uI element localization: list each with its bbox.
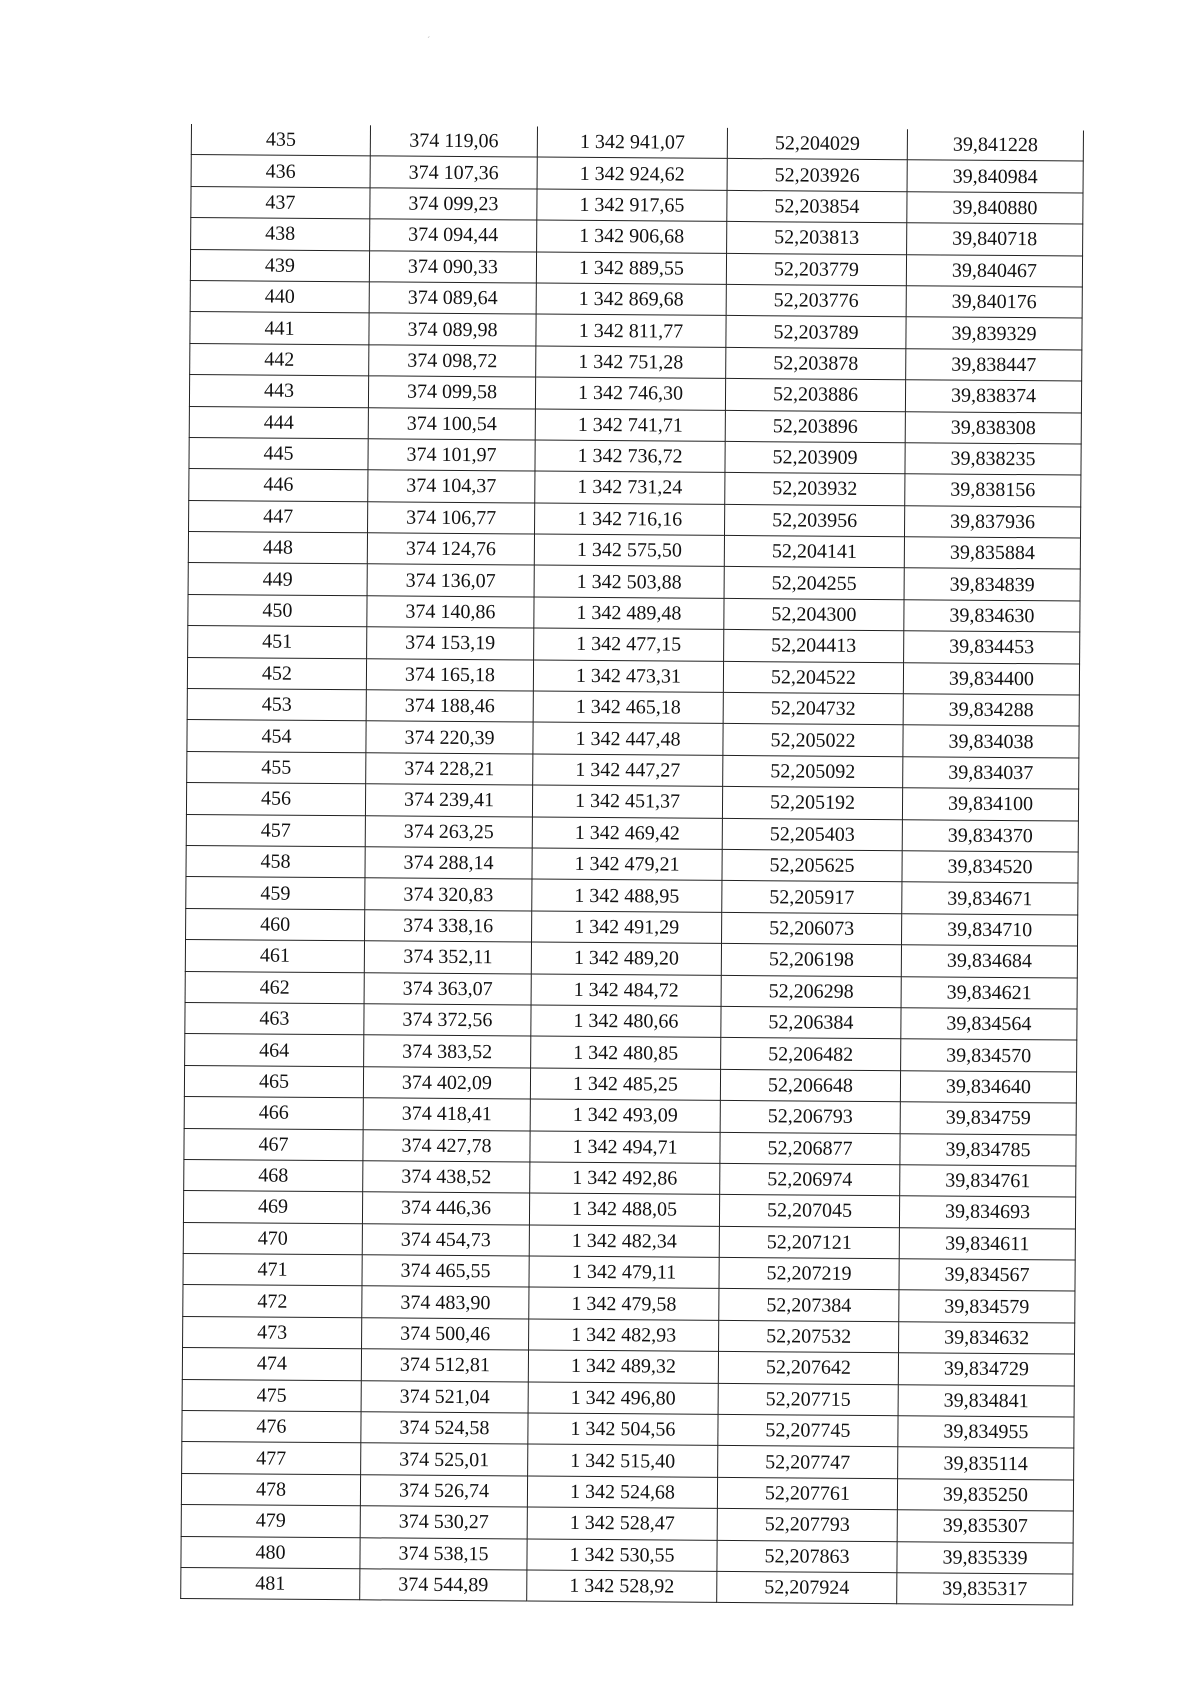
x-coordinate-cell: 374 526,74: [360, 1475, 527, 1508]
y-coordinate-cell: 1 342 515,40: [528, 1444, 718, 1477]
latitude-cell: 52,203886: [725, 379, 905, 412]
latitude-cell: 52,207219: [719, 1257, 899, 1290]
point-number-cell: 442: [190, 343, 369, 376]
y-coordinate-cell: 1 342 482,34: [529, 1225, 719, 1258]
point-number-cell: 450: [188, 594, 367, 627]
x-coordinate-cell: 374 363,07: [364, 972, 531, 1005]
x-coordinate-cell: 374 119,06: [370, 125, 537, 157]
latitude-cell: 52,205022: [723, 724, 903, 757]
y-coordinate-cell: 1 342 451,37: [532, 785, 722, 818]
longitude-cell: 39,840718: [907, 223, 1083, 256]
y-coordinate-cell: 1 342 482,93: [529, 1319, 719, 1352]
y-coordinate-cell: 1 342 746,30: [535, 377, 725, 410]
point-number-cell: 471: [183, 1254, 362, 1287]
point-number-cell: 443: [189, 375, 368, 408]
latitude-cell: 52,205092: [723, 755, 903, 788]
point-number-cell: 452: [187, 657, 366, 690]
y-coordinate-cell: 1 342 575,50: [534, 534, 724, 567]
longitude-cell: 39,834640: [900, 1070, 1076, 1103]
x-coordinate-cell: 374 104,37: [368, 470, 535, 503]
point-number-cell: 454: [187, 720, 366, 753]
point-number-cell: 464: [185, 1034, 364, 1067]
point-number-cell: 481: [181, 1567, 360, 1600]
y-coordinate-cell: 1 342 488,95: [532, 879, 722, 912]
y-coordinate-cell: 1 342 491,29: [532, 911, 722, 944]
latitude-cell: 52,207642: [718, 1352, 898, 1385]
x-coordinate-cell: 374 107,36: [370, 156, 537, 189]
x-coordinate-cell: 374 383,52: [364, 1035, 531, 1068]
latitude-cell: 52,204255: [724, 567, 904, 600]
y-coordinate-cell: 1 342 480,85: [531, 1036, 721, 1069]
x-coordinate-cell: 374 352,11: [364, 941, 531, 974]
y-coordinate-cell: 1 342 496,80: [528, 1382, 718, 1415]
y-coordinate-cell: 1 342 503,88: [534, 565, 724, 598]
x-coordinate-cell: 374 239,41: [365, 784, 532, 817]
y-coordinate-cell: 1 342 528,92: [527, 1570, 717, 1603]
longitude-cell: 39,838156: [905, 474, 1081, 507]
y-coordinate-cell: 1 342 731,24: [535, 471, 725, 504]
point-number-cell: 459: [186, 877, 365, 910]
longitude-cell: 39,834579: [899, 1290, 1075, 1323]
scan-artifact-mark: ´: [427, 36, 431, 47]
latitude-cell: 52,206793: [720, 1101, 900, 1134]
point-number-cell: 463: [185, 1002, 364, 1035]
longitude-cell: 39,834453: [904, 631, 1080, 664]
x-coordinate-cell: 374 089,64: [369, 282, 536, 315]
y-coordinate-cell: 1 342 716,16: [535, 503, 725, 536]
point-number-cell: 436: [191, 155, 370, 188]
point-number-cell: 455: [187, 751, 366, 784]
latitude-cell: 52,203776: [726, 284, 906, 317]
latitude-cell: 52,203956: [724, 504, 904, 537]
y-coordinate-cell: 1 342 493,09: [530, 1099, 720, 1132]
latitude-cell: 52,206298: [721, 975, 901, 1008]
latitude-cell: 52,205625: [722, 849, 902, 882]
x-coordinate-cell: 374 136,07: [367, 564, 534, 597]
x-coordinate-cell: 374 263,25: [365, 815, 532, 848]
latitude-cell: 52,205917: [722, 881, 902, 914]
point-number-cell: 468: [184, 1159, 363, 1192]
latitude-cell: 52,205192: [722, 787, 902, 820]
longitude-cell: 39,840176: [906, 286, 1082, 319]
y-coordinate-cell: 1 342 741,71: [535, 409, 725, 442]
x-coordinate-cell: 374 089,98: [369, 313, 536, 346]
point-number-cell: 437: [191, 186, 370, 219]
longitude-cell: 39,834520: [902, 851, 1078, 884]
y-coordinate-cell: 1 342 530,55: [527, 1539, 717, 1572]
latitude-cell: 52,207045: [719, 1195, 899, 1228]
x-coordinate-cell: 374 438,52: [363, 1161, 530, 1194]
longitude-cell: 39,835317: [897, 1573, 1073, 1606]
latitude-cell: 52,207532: [719, 1320, 899, 1353]
point-number-cell: 466: [184, 1097, 363, 1130]
y-coordinate-cell: 1 342 489,20: [531, 942, 721, 975]
latitude-cell: 52,203779: [726, 253, 906, 286]
x-coordinate-cell: 374 454,73: [362, 1223, 529, 1256]
longitude-cell: 39,834955: [898, 1416, 1074, 1449]
x-coordinate-cell: 374 338,16: [365, 910, 532, 943]
y-coordinate-cell: 1 342 917,65: [537, 189, 727, 222]
latitude-cell: 52,203878: [726, 347, 906, 380]
x-coordinate-cell: 374 524,58: [361, 1412, 528, 1445]
x-coordinate-cell: 374 099,58: [368, 376, 535, 409]
point-number-cell: 474: [182, 1348, 361, 1381]
x-coordinate-cell: 374 402,09: [363, 1067, 530, 1100]
x-coordinate-cell: 374 538,15: [360, 1537, 527, 1570]
latitude-cell: 52,206073: [722, 912, 902, 945]
longitude-cell: 39,834761: [900, 1165, 1076, 1198]
longitude-cell: 39,834671: [902, 882, 1078, 915]
point-number-cell: 479: [181, 1505, 360, 1538]
latitude-cell: 52,206384: [721, 1006, 901, 1039]
longitude-cell: 39,834570: [901, 1039, 1077, 1072]
latitude-cell: 52,203909: [725, 441, 905, 474]
latitude-cell: 52,204141: [724, 535, 904, 568]
point-number-cell: 477: [182, 1442, 361, 1475]
longitude-cell: 39,838447: [906, 348, 1082, 381]
longitude-cell: 39,834038: [903, 725, 1079, 758]
latitude-cell: 52,203854: [727, 190, 907, 223]
point-number-cell: 478: [181, 1473, 360, 1506]
x-coordinate-cell: 374 525,01: [361, 1443, 528, 1476]
point-number-cell: 435: [191, 124, 370, 156]
longitude-cell: 39,834841: [898, 1384, 1074, 1417]
latitude-cell: 52,206198: [721, 944, 901, 977]
y-coordinate-cell: 1 342 480,66: [531, 1005, 721, 1038]
point-number-cell: 469: [183, 1191, 362, 1224]
latitude-cell: 52,207924: [717, 1571, 897, 1604]
latitude-cell: 52,207384: [719, 1289, 899, 1322]
latitude-cell: 52,207863: [717, 1540, 897, 1573]
longitude-cell: 39,834370: [902, 819, 1078, 852]
longitude-cell: 39,840467: [906, 254, 1082, 287]
point-number-cell: 480: [181, 1536, 360, 1569]
latitude-cell: 52,207761: [717, 1477, 897, 1510]
longitude-cell: 39,840880: [907, 192, 1083, 225]
x-coordinate-cell: 374 090,33: [369, 250, 536, 283]
longitude-cell: 39,834785: [900, 1133, 1076, 1166]
point-number-cell: 449: [188, 563, 367, 596]
point-number-cell: 461: [185, 940, 364, 973]
y-coordinate-cell: 1 342 489,32: [528, 1350, 718, 1383]
y-coordinate-cell: 1 342 488,05: [529, 1193, 719, 1226]
longitude-cell: 39,834100: [902, 788, 1078, 821]
latitude-cell: 52,204522: [723, 661, 903, 694]
y-coordinate-cell: 1 342 485,25: [530, 1068, 720, 1101]
x-coordinate-cell: 374 512,81: [361, 1349, 528, 1382]
longitude-cell: 39,834684: [901, 945, 1077, 978]
y-coordinate-cell: 1 342 465,18: [533, 691, 723, 724]
latitude-cell: 52,203813: [727, 222, 907, 255]
y-coordinate-cell: 1 342 484,72: [531, 974, 721, 1007]
point-number-cell: 451: [188, 626, 367, 659]
coordinates-table-container: [191, 124, 1083, 1599]
x-coordinate-cell: 374 188,46: [366, 690, 533, 723]
latitude-cell: 52,206482: [721, 1038, 901, 1071]
table-row: [181, 1567, 1073, 1605]
point-number-cell: 447: [189, 500, 368, 533]
x-coordinate-cell: 374 500,46: [362, 1318, 529, 1351]
point-number-cell: 444: [189, 406, 368, 439]
x-coordinate-cell: 374 165,18: [366, 658, 533, 691]
point-number-cell: 445: [189, 437, 368, 470]
y-coordinate-cell: 1 342 924,62: [537, 157, 727, 190]
y-coordinate-cell: 1 342 489,48: [534, 597, 724, 630]
latitude-cell: 52,203896: [725, 410, 905, 443]
point-number-cell: 473: [183, 1316, 362, 1349]
latitude-cell: 52,206974: [720, 1163, 900, 1196]
point-number-cell: 457: [186, 814, 365, 847]
latitude-cell: 52,203932: [725, 473, 905, 506]
x-coordinate-cell: 374 101,97: [368, 439, 535, 472]
longitude-cell: 39,839329: [906, 317, 1082, 350]
point-number-cell: 460: [186, 908, 365, 941]
x-coordinate-cell: 374 099,23: [370, 188, 537, 221]
y-coordinate-cell: 1 342 473,31: [533, 660, 723, 693]
latitude-cell: 52,207121: [719, 1226, 899, 1259]
point-number-cell: 456: [186, 783, 365, 816]
coordinates-table: [180, 124, 1084, 1606]
latitude-cell: 52,207715: [718, 1383, 898, 1416]
x-coordinate-cell: 374 288,14: [365, 847, 532, 880]
x-coordinate-cell: 374 140,86: [367, 596, 534, 629]
y-coordinate-cell: 1 342 447,48: [533, 722, 723, 755]
y-coordinate-cell: 1 342 492,86: [530, 1162, 720, 1195]
longitude-cell: 39,835339: [897, 1541, 1073, 1574]
x-coordinate-cell: 374 483,90: [362, 1286, 529, 1319]
x-coordinate-cell: 374 220,39: [366, 721, 533, 754]
y-coordinate-cell: 1 342 528,47: [527, 1507, 717, 1540]
longitude-cell: 39,834693: [899, 1196, 1075, 1229]
longitude-cell: 39,834611: [899, 1227, 1075, 1260]
longitude-cell: 39,834288: [903, 694, 1079, 727]
y-coordinate-cell: 1 342 889,55: [536, 252, 726, 285]
y-coordinate-cell: 1 342 906,68: [537, 220, 727, 253]
y-coordinate-cell: 1 342 811,77: [536, 314, 726, 347]
y-coordinate-cell: 1 342 479,21: [532, 848, 722, 881]
y-coordinate-cell: 1 342 477,15: [534, 628, 724, 661]
x-coordinate-cell: 374 465,55: [362, 1255, 529, 1288]
y-coordinate-cell: 1 342 869,68: [536, 283, 726, 316]
longitude-cell: 39,834037: [903, 757, 1079, 790]
longitude-cell: 39,838235: [905, 443, 1081, 476]
point-number-cell: 465: [184, 1065, 363, 1098]
point-number-cell: 462: [185, 971, 364, 1004]
longitude-cell: 39,841228: [907, 129, 1083, 161]
latitude-cell: 52,207747: [718, 1446, 898, 1479]
longitude-cell: 39,837936: [904, 505, 1080, 538]
latitude-cell: 52,204029: [727, 128, 907, 160]
x-coordinate-cell: 374 530,27: [360, 1506, 527, 1539]
point-number-cell: 470: [183, 1222, 362, 1255]
y-coordinate-cell: 1 342 524,68: [527, 1476, 717, 1509]
latitude-cell: 52,204300: [724, 598, 904, 631]
longitude-cell: 39,838374: [905, 380, 1081, 413]
y-coordinate-cell: 1 342 479,58: [529, 1287, 719, 1320]
x-coordinate-cell: 374 094,44: [370, 219, 537, 252]
y-coordinate-cell: 1 342 941,07: [537, 127, 727, 159]
y-coordinate-cell: 1 342 469,42: [532, 817, 722, 850]
longitude-cell: 39,834564: [901, 1008, 1077, 1041]
longitude-cell: 39,834630: [904, 600, 1080, 633]
longitude-cell: 39,834400: [903, 662, 1079, 695]
x-coordinate-cell: 374 372,56: [364, 1004, 531, 1037]
y-coordinate-cell: 1 342 447,27: [533, 754, 723, 787]
x-coordinate-cell: 374 418,41: [363, 1098, 530, 1131]
x-coordinate-cell: 374 320,83: [365, 878, 532, 911]
latitude-cell: 52,206648: [720, 1069, 900, 1102]
y-coordinate-cell: 1 342 494,71: [530, 1131, 720, 1164]
latitude-cell: 52,203789: [726, 316, 906, 349]
longitude-cell: 39,838308: [905, 411, 1081, 444]
x-coordinate-cell: 374 446,36: [362, 1192, 529, 1225]
point-number-cell: 476: [182, 1410, 361, 1443]
y-coordinate-cell: 1 342 751,28: [536, 346, 726, 379]
longitude-cell: 39,835884: [904, 537, 1080, 570]
x-coordinate-cell: 374 100,54: [368, 407, 535, 440]
point-number-cell: 438: [191, 218, 370, 251]
longitude-cell: 39,834759: [900, 1102, 1076, 1135]
point-number-cell: 472: [183, 1285, 362, 1318]
y-coordinate-cell: 1 342 479,11: [529, 1256, 719, 1289]
point-number-cell: 439: [190, 249, 369, 282]
x-coordinate-cell: 374 427,78: [363, 1129, 530, 1162]
latitude-cell: 52,206877: [720, 1132, 900, 1165]
x-coordinate-cell: 374 544,89: [360, 1569, 527, 1602]
point-number-cell: 446: [189, 469, 368, 502]
longitude-cell: 39,834621: [901, 976, 1077, 1009]
longitude-cell: 39,834632: [899, 1322, 1075, 1355]
point-number-cell: 441: [190, 312, 369, 345]
x-coordinate-cell: 374 106,77: [368, 501, 535, 534]
longitude-cell: 39,834710: [902, 913, 1078, 946]
longitude-cell: 39,835307: [897, 1510, 1073, 1543]
longitude-cell: 39,834567: [899, 1259, 1075, 1292]
latitude-cell: 52,207745: [718, 1414, 898, 1447]
longitude-cell: 39,834839: [904, 568, 1080, 601]
latitude-cell: 52,204732: [723, 692, 903, 725]
point-number-cell: 475: [182, 1379, 361, 1412]
y-coordinate-cell: 1 342 504,56: [528, 1413, 718, 1446]
coordinates-table-body: [181, 124, 1084, 1605]
x-coordinate-cell: 374 521,04: [361, 1380, 528, 1413]
x-coordinate-cell: 374 153,19: [367, 627, 534, 660]
point-number-cell: 448: [188, 532, 367, 565]
x-coordinate-cell: 374 098,72: [369, 345, 536, 378]
longitude-cell: 39,835250: [897, 1479, 1073, 1512]
x-coordinate-cell: 374 228,21: [366, 753, 533, 786]
y-coordinate-cell: 1 342 736,72: [535, 440, 725, 473]
point-number-cell: 453: [187, 689, 366, 722]
point-number-cell: 440: [190, 280, 369, 313]
longitude-cell: 39,835114: [898, 1447, 1074, 1480]
latitude-cell: 52,203926: [727, 159, 907, 192]
latitude-cell: 52,205403: [722, 818, 902, 851]
longitude-cell: 39,840984: [907, 160, 1083, 193]
point-number-cell: 467: [184, 1128, 363, 1161]
latitude-cell: 52,204413: [724, 630, 904, 663]
latitude-cell: 52,207793: [717, 1509, 897, 1542]
point-number-cell: 458: [186, 845, 365, 878]
x-coordinate-cell: 374 124,76: [367, 533, 534, 566]
longitude-cell: 39,834729: [898, 1353, 1074, 1386]
